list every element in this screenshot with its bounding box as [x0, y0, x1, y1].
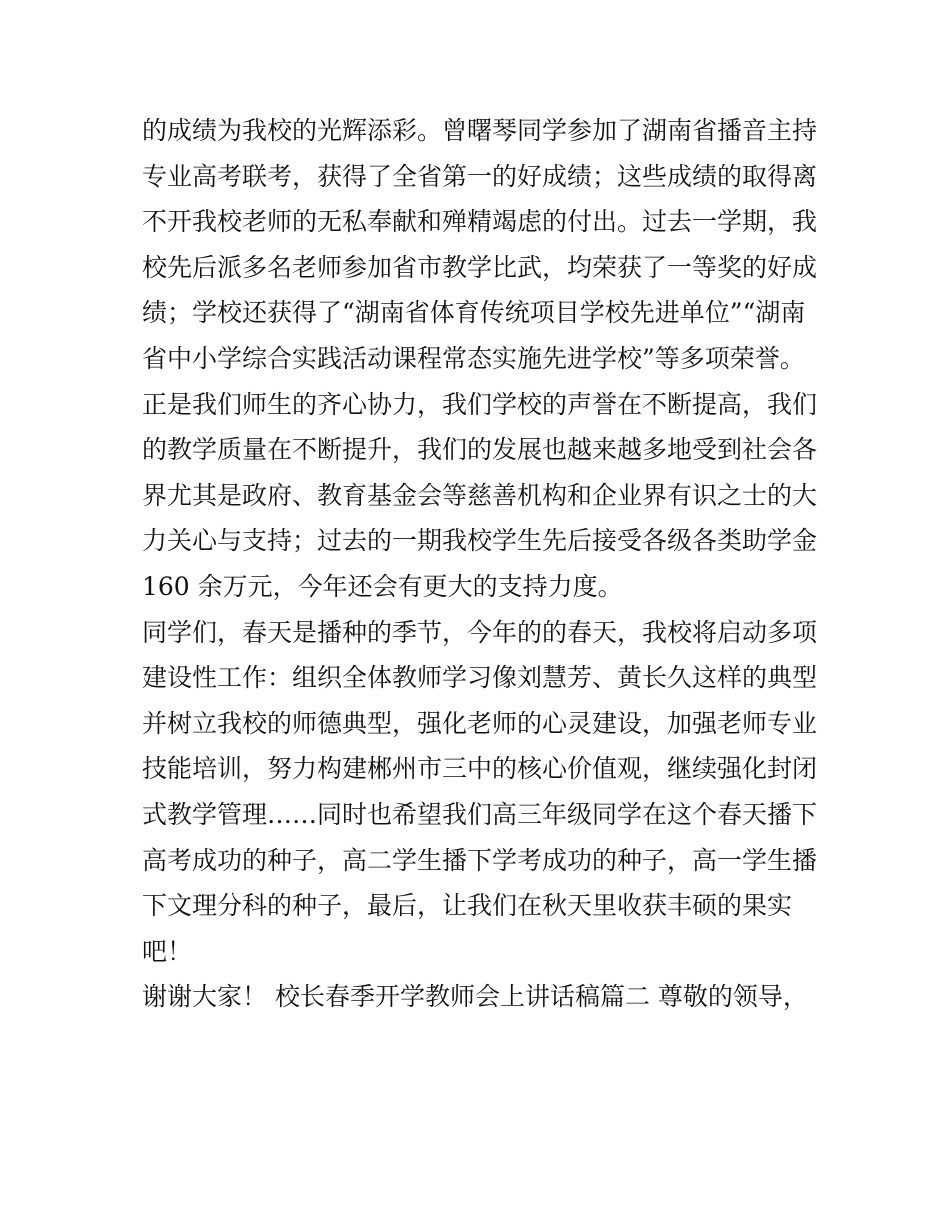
text-line: 省中小学综合实践活动课程常态实施先进学校”等多项荣誉。 [142, 343, 805, 373]
text-line: 技能培训，努力构建郴州市三中的核心价值观，继续强化封闭 [142, 754, 818, 784]
text-line: 校先后派多名老师参加省市教学比武，均荣获了一等奖的好成 [142, 252, 818, 282]
text-line: 下文理分科的种子，最后，让我们在秋天里收获丰硕的果实 [142, 891, 793, 921]
body-text [142, 108, 822, 1020]
text-line: 绩；学校还获得了“湖南省体育传统项目学校先进单位”“湖南 [142, 298, 806, 328]
text-line: 建设性工作：组织全体教师学习像刘慧芳、黄长久这样的典型 [142, 663, 818, 693]
text-line: 高考成功的种子，高二学生播下学考成功的种子，高一学生播 [142, 845, 818, 875]
text-line: 吧！ [142, 936, 193, 966]
text-line: 的教学质量在不断提升，我们的发展也越来越多地受到社会各 [142, 435, 818, 465]
text-line: 专业高考联考，获得了全省第一的好成绩；这些成绩的取得离 [142, 161, 818, 191]
text-line: 不开我校老师的无私奉献和殚精竭虑的付出。过去一学期，我 [142, 207, 818, 237]
text-line: 式教学管理……同时也希望我们高三年级同学在这个春天播下 [142, 799, 818, 829]
text-line: 160 余万元，今年还会有更大的支持力度。 [142, 571, 623, 601]
text-line: 的成绩为我校的光辉添彩。曾曙琴同学参加了湖南省播音主持 [142, 116, 818, 145]
text-line: 并树立我校的师德典型，强化老师的心灵建设，加强老师专业 [142, 708, 818, 738]
text-line: 力关心与支持；过去的一期我校学生先后接受各级各类助学金 [142, 526, 818, 556]
text-line: 界尤其是政府、教育基金会等慈善机构和企业界有识之士的大 [142, 480, 818, 510]
text-line: 同学们，春天是播种的季节，今年的的春天，我校将启动多项 [142, 617, 818, 647]
text-line: 谢谢大家！ 校长春季开学教师会上讲话稿篇二 尊敬的领导， [142, 982, 808, 1012]
text-line: 正是我们师生的齐心协力，我们学校的声誉在不断提高，我们 [142, 389, 818, 419]
